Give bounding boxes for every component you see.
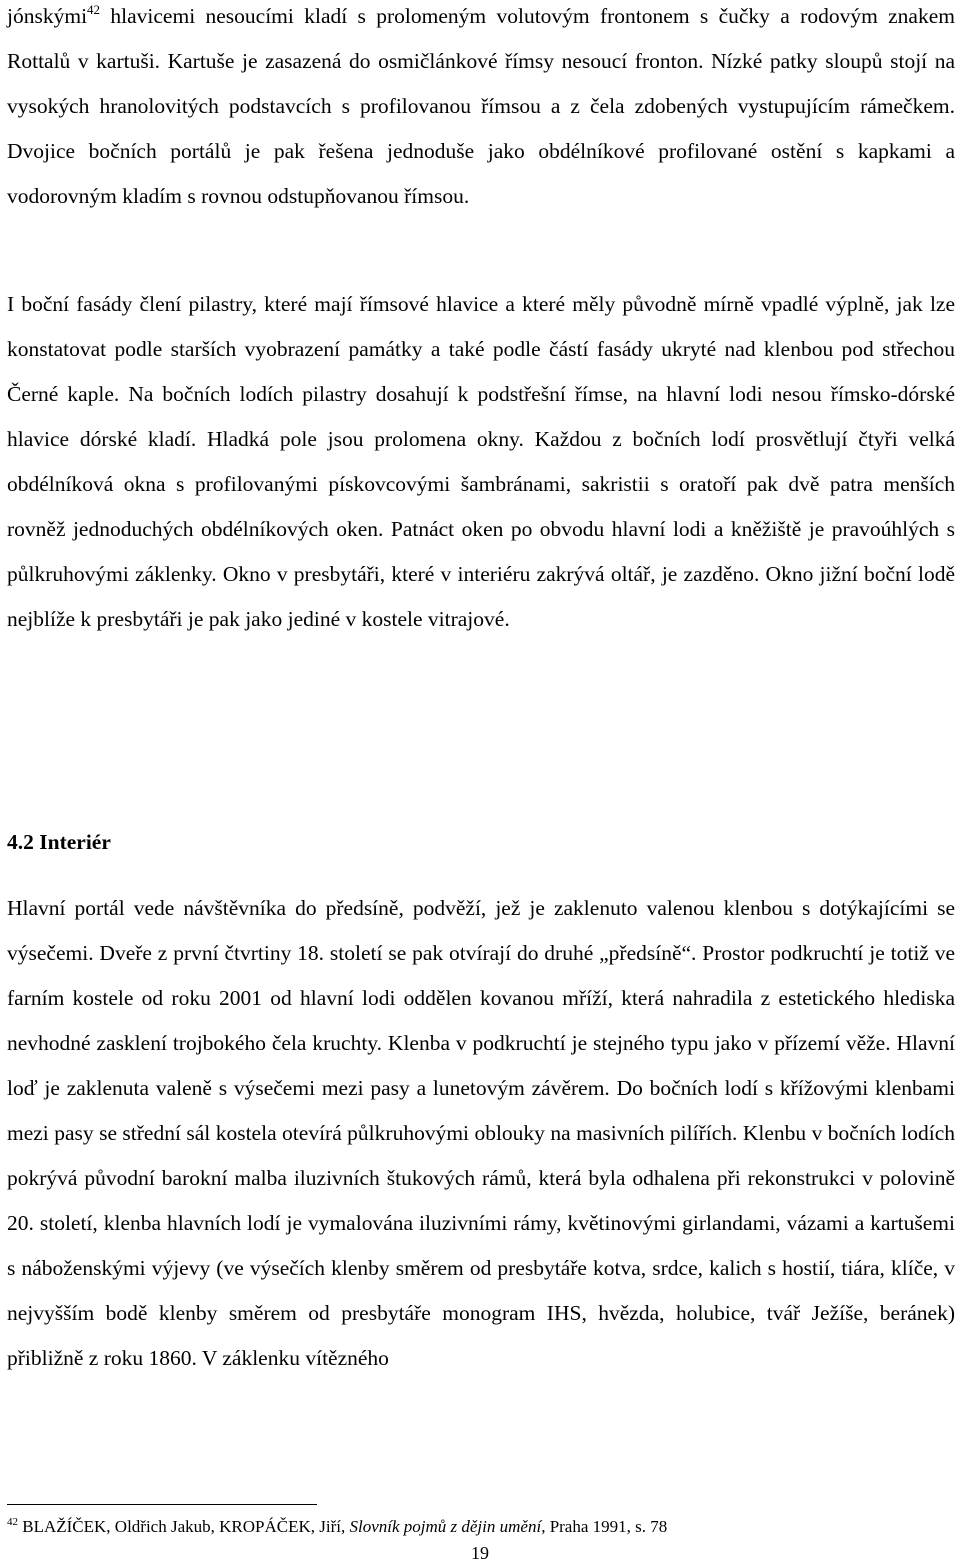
page-number: 19: [471, 1543, 489, 1563]
section-heading-interior: 4.2 Interiér: [7, 830, 111, 854]
footnote-authors: BLAŽÍČEK, Oldřich Jakub, KROPÁČEK, Jiří,: [18, 1517, 350, 1536]
footnote-divider: [7, 1504, 317, 1505]
footnote: [7, 1516, 667, 1538]
footnote-reference[interactable]: 42: [87, 2, 101, 17]
paragraph-interior: Hlavní portál vede návštěvníka do předsíně, podvěží, jež je zaklenuto valenou klenbou s dotýkajícími se výsečemi. Dveře z první čtvrtiny 18. století se pak otvírají do druhé „předsíně“. Prostor podkruchtí je totiž ve farním kostele od roku 2001 od hlavní lodi oddělen kovanou mříží, která nahradila z estetického hlediska nevhodné zasklení trojbokého čela kruchty. Klenba v podkruchtí je stejného typu jako v přízemí věže. Hlavní loď je zaklenuta valeně s výsečemi mezi pasy a lunetovým závěrem. Do bočních lodí s křížovými klenbami mezi pasy se střední sál kostela otevírá půlkruhovými oblouky na masivních pilířích. Klenbu v bočních lodích pokrývá původní barokní malba iluzivních štukových rámů, která byla odhalena při rekonstrukci v polovině 20. století, klenba hlavních lodí je vymalována iluzivními rámy, květinovými girlandami, vázami a kartušemi s náboženskými výjevy (ve výsečích klenby směrem od presbytáře kotva, srdce, kalich s hostií, tiára, klíče, v nejvyšším bodě klenby směrem od presbytáře monogram IHS, hvězda, holubice, tvář Ježíše, beránek) přibližně z roku 1860. V záklenku vítězného: [7, 896, 955, 1370]
paragraph-body: hlavicemi nesoucími kladí s prolomeným volutovým frontonem s čučky a rodovým znakem Rottalů v kartuši. Kartuše je zasazená do osmičlánkové římsy nesoucí fronton. Nízké patky sloupů stojí na vysokých hranolovitých podstavcích s profilovanou římsou a z čela zdobených vystupujícím rámečkem. Dvojice bočních portálů je pak řešena jednoduše jako obdélníkové profilované ostění s kapkami a vodorovným kladím s rovnou odstupňovanou římsou.: [7, 4, 955, 208]
footnote-publication: , Praha 1991, s. 78: [541, 1517, 668, 1536]
paragraph-portal-description: [7, 0, 955, 219]
footnote-number: 42: [7, 1516, 18, 1528]
paragraph-side-facades: I boční fasády člení pilastry, které mají římsové hlavice a které měly původně mírně vpadlé výplně, jak lze konstatovat podle starších vyobrazení památky a také podle částí fasády ukryté nad klenbou pod střechou Černé kaple. Na bočních lodích pilastry dosahují k podstřešní římse, na hlavní lodi nesou římsko-dórské hlavice dórské kladí. Hladká pole jsou prolomena okny. Každou z bočních lodí prosvětlují čtyři velká obdélníková okna s profilovanými pískovcovými šambránami, sakristii s oratoří pak dvě patra menších rovněž jednoduchých obdélníkových oken. Patnáct oken po obvodu hlavní lodi a kněžiště je pravoúhlých s půlkruhovými záklenky. Okno v presbytáři, které v interiéru zakrývá oltář, je zazděno. Okno jižní boční lodě nejblíže k presbytáři je pak jako jediné v kostele vitrajové.: [7, 292, 955, 631]
paragraph-lead-word: jónskými: [7, 4, 88, 28]
footnote-book-title: Slovník pojmů z dějin umění: [349, 1517, 542, 1536]
